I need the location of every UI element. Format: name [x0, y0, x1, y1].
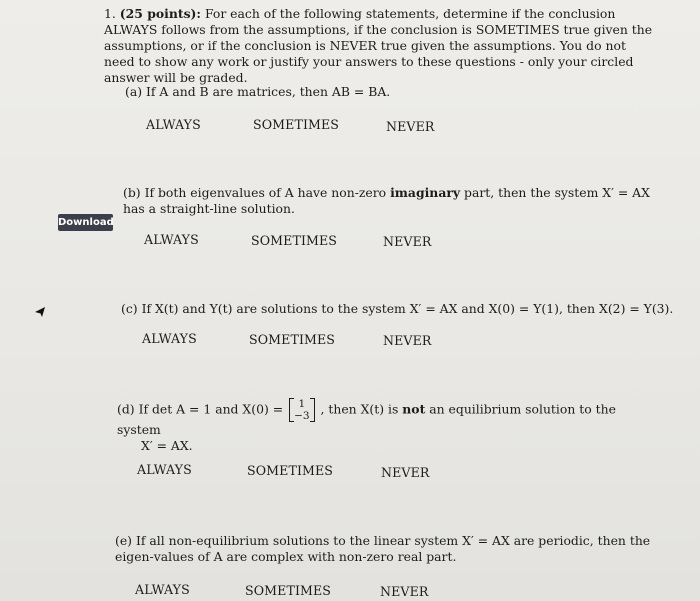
question-c-never[interactable]: NEVER — [383, 333, 432, 348]
download-button[interactable]: Download — [58, 214, 113, 231]
question-e-text: If all non-equilibrium solutions to the linear system X′ = AX are periodic, then the eigen-values of A are complex with non-zero real part. — [115, 533, 651, 564]
question-d-always[interactable]: ALWAYS — [137, 462, 192, 477]
problem-number: 1. — [104, 6, 116, 21]
question-b-label: (b) — [123, 185, 141, 200]
question-d-text-line2: X′ = AX. — [141, 438, 193, 453]
question-d — [117, 398, 657, 454]
question-b-sometimes[interactable]: SOMETIMES — [251, 233, 338, 248]
question-d-label: (d) — [117, 401, 135, 417]
question-b-text-bold: imaginary — [390, 185, 461, 200]
question-b-text-pre: If both eigenvalues of A have non-zero — [144, 185, 387, 200]
question-e-never[interactable]: NEVER — [380, 584, 429, 599]
matrix-entry-bottom: −3 — [294, 410, 310, 422]
question-a — [125, 84, 645, 100]
question-a-always[interactable]: ALWAYS — [146, 117, 201, 132]
question-a-never[interactable]: NEVER — [386, 119, 435, 134]
problem-intro — [104, 6, 656, 86]
question-d-text-pre: If det A = 1 and X(0) = — [138, 401, 284, 417]
question-c-text: If X(t) and Y(t) are solutions to the system X′ = AX and X(0) = Y(1), then X(2) = Y(3). — [141, 301, 674, 316]
problem-points: (25 points): — [119, 6, 201, 21]
question-d-sometimes[interactable]: SOMETIMES — [247, 463, 334, 478]
question-e-always[interactable]: ALWAYS — [135, 582, 190, 597]
question-b-never[interactable]: NEVER — [383, 234, 432, 249]
question-d-text-post: an equilibrium solution to the system — [117, 401, 616, 437]
question-d-never[interactable]: NEVER — [381, 465, 430, 480]
question-a-sometimes[interactable]: SOMETIMES — [253, 117, 340, 132]
question-c-always[interactable]: ALWAYS — [142, 331, 197, 346]
question-c-label: (c) — [121, 301, 138, 316]
question-e — [115, 533, 655, 565]
problem-instructions: For each of the following statements, determine if the conclusion ALWAYS follows from the assumptions, if the conclusion is SOMETIMES true given the assumptions, or if the conclusion is NEVER true given the assumptions. You do not need to show any work or justify your answers to these questions - only your circled answer will be graded. — [104, 6, 653, 85]
question-b-text-post: part, then the system X′ = AX has a straight-line solution. — [123, 185, 650, 216]
question-d-text-mid: , then X(t) is — [320, 401, 399, 417]
matrix-entry-top: 1 — [298, 398, 306, 410]
question-b — [123, 185, 653, 217]
mouse-pointer-icon — [33, 305, 47, 319]
question-a-text: If A and B are matrices, then AB = BA. — [146, 84, 391, 99]
initial-vector-matrix — [289, 398, 314, 422]
question-c — [121, 301, 681, 317]
question-e-label: (e) — [115, 533, 133, 548]
question-a-label: (a) — [125, 84, 143, 99]
question-b-always[interactable]: ALWAYS — [144, 232, 199, 247]
question-d-text-bold: not — [402, 401, 426, 417]
question-e-sometimes[interactable]: SOMETIMES — [245, 583, 332, 598]
question-c-sometimes[interactable]: SOMETIMES — [249, 332, 336, 347]
